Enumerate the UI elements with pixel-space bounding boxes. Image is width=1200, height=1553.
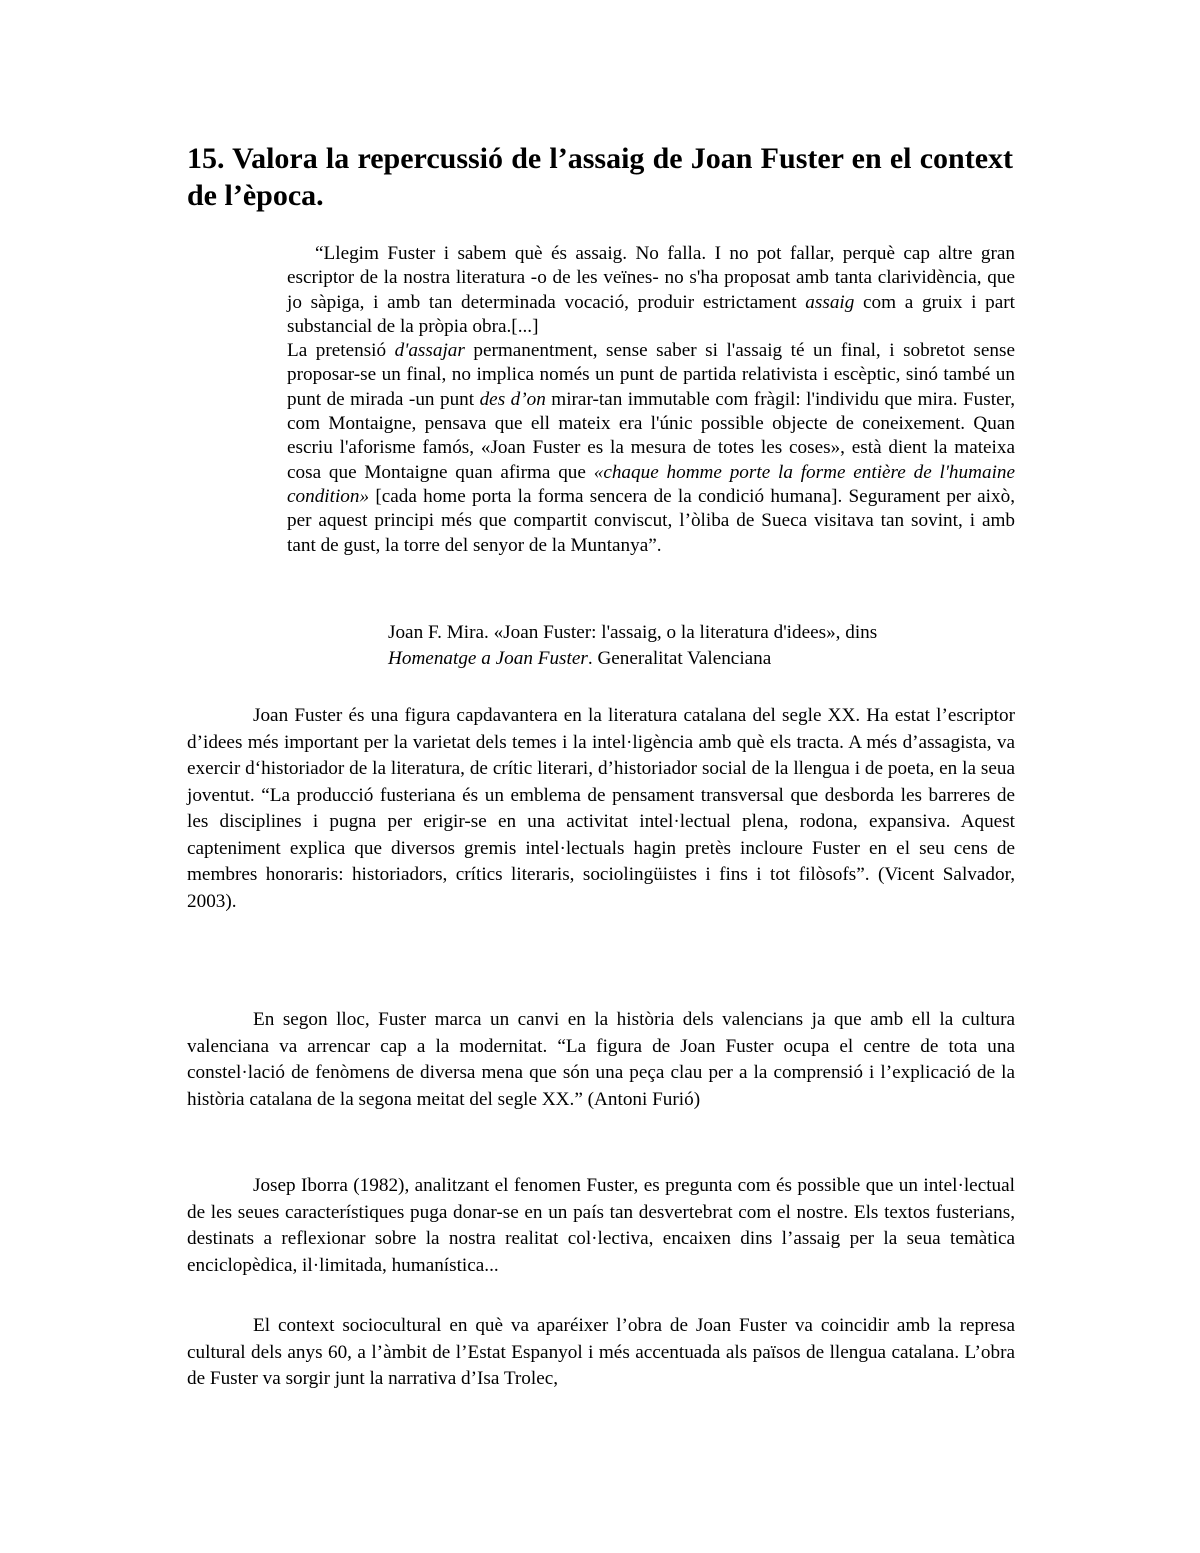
quote-emphasis: d'assajar xyxy=(394,340,465,362)
citation-line-2 xyxy=(388,646,1008,672)
quote-text: com a gruix i part substancial de la pròpia obra.[...] xyxy=(287,291,1016,337)
quote-text: mirar-tan immutable com fràgil: l'individu que mira. Fuster, com Montaigne, pensava que ell mateix era l'únic possible objecte de coneixement. Quan escriu l'aforisme famós, «Joan Fuster es la mesura de totes les coses», està dient la mateixa cosa que Montaigne quan afirma que xyxy=(287,388,1016,483)
quote-text: La pretensió xyxy=(287,340,395,362)
block-quote xyxy=(287,242,1015,558)
quote-paragraph-2 xyxy=(287,339,1015,558)
quote-text: “Llegim Fuster i sabem què és assaig. No falla. I no pot fallar, perquè cap altre gran escriptor de la nostra literatura -o de les veïnes- no s'ha proposat amb tanta clarividència, que jo sàpiga, i amb tan determinada vocació, produir estrictament xyxy=(287,243,1015,313)
body-paragraph-2: En segon lloc, Fuster marca un canvi en la història dels valencians ja que amb ell la cultura valenciana va arrencar cap a la modernitat. “La figura de Joan Fuster ocupa el centre de tota una constel·lació de fenòmens de diversa mena que són una peça clau per a la comprensió i l’explicació de la història catalana de la segona meitat del segle XX.” (Antoni Furió) xyxy=(187,1009,1015,1110)
quote-paragraph-1 xyxy=(287,242,1015,339)
quote-emphasis: assaig xyxy=(805,291,855,313)
quote-citation xyxy=(388,620,1008,672)
quote-emphasis: «chaque homme porte la forme entière de l'humaine condition» xyxy=(287,461,1016,507)
quote-text: [cada home porta la forma sencera de la condició humana]. Segurament per això, per aquest principi més que compartit conviscut, l’òliba de Sueca visitava tan sovint, i amb tant de gust, la torre del senyor de la Muntanya”. xyxy=(287,485,1015,556)
quote-emphasis: des d’on xyxy=(479,388,546,410)
body-paragraph-4: El context sociocultural en què va aparéixer l’obra de Joan Fuster va coincidir amb la represa cultural dels anys 60, a l’àmbit de l’Estat Espanyol i més accentuada als països de llengua catalana. L’obra de Fuster va sorgir junt la narrativa d’Isa Trolec, xyxy=(187,1315,1015,1389)
citation-publisher: . Generalitat Valenciana xyxy=(587,648,772,669)
body-paragraph-3: Josep Iborra (1982), analitzant el fenomen Fuster, es pregunta com és possible que un intel·lectual de les seues característiques puga donar-se en un país tan desvertebrat com el nostre. Els textos fusterians, destinats a reflexionar sobre la nostra realitat col·lectiva, encaixen dins l’assaig per la seua temàtica enciclopèdica, il·limitada, humanística... xyxy=(187,1175,1015,1276)
question-title: 15. Valora la repercussió de l’assaig de Joan Fuster en el context de l’època. xyxy=(187,142,1013,212)
body-paragraph-1: Joan Fuster és una figura capdavantera en la literatura catalana del segle XX. Ha estat l’escriptor d’idees més important per la varietat dels temes i la intel·ligència amb què els tracta. A més d’assagista, va exercir d‘historiador de la literatura, de crític literari, d’historiador social de la llengua i de poeta, en la seua joventut. “La producció fusteriana és un emblema de pensament transversal que desborda les barreres de les disciplines i pugna per erigir-se en una activitat intel·lectual plena, rodona, expansiva. Aquest capteniment explica que diversos gremis intel·lectuals hagin pretès incloure Fuster en el seu cens de membres honoraris: historiadors, crítics literaris, sociolingüistes i fins i tot filòsofs”. (Vicent Salvador, 2003). xyxy=(187,705,1015,912)
quote-text: permanentment, sense saber si l'assaig té un final, i sobretot sense proposar-se un final, no implica només un punt de partida relativista i escèptic, sinó també un punt de mirada -un punt xyxy=(287,340,1015,410)
citation-line-1: Joan F. Mira. «Joan Fuster: l'assaig, o la literatura d'idees», dins xyxy=(388,622,878,643)
citation-book-title: Homenatge a Joan Fuster xyxy=(388,648,588,669)
